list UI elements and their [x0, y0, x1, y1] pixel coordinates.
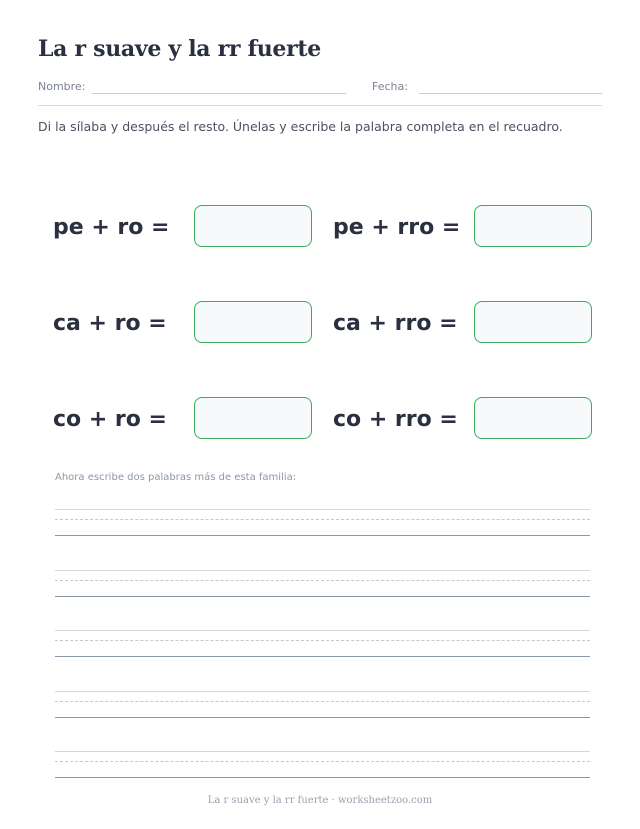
date-label: Fecha: — [372, 80, 408, 93]
header-divider — [38, 105, 602, 106]
answer-box-co-ro[interactable] — [194, 397, 312, 439]
instruction-text: Di la sílaba y después el resto. Únelas y escribe la palabra completa en el recuadro. — [38, 119, 563, 134]
writing-prompt: Ahora escribe dos palabras más de esta familia: — [55, 472, 297, 483]
equation-pe-rro: pe + rro = — [333, 215, 461, 240]
answer-box-pe-ro[interactable] — [194, 205, 312, 247]
answer-box-ca-rro[interactable] — [474, 301, 592, 343]
answer-box-pe-rro[interactable] — [474, 205, 592, 247]
equation-pe-ro: pe + ro = — [53, 215, 170, 240]
equation-ca-ro: ca + ro = — [53, 311, 167, 336]
answer-box-ca-ro[interactable] — [194, 301, 312, 343]
date-field-line[interactable] — [419, 93, 602, 94]
equation-co-ro: co + ro = — [53, 407, 167, 432]
answer-box-co-rro[interactable] — [474, 397, 592, 439]
name-label: Nombre: — [38, 80, 86, 93]
student-info-row — [38, 80, 602, 96]
page-title: La r suave y la rr fuerte — [38, 36, 321, 62]
equation-ca-rro: ca + rro = — [333, 311, 458, 336]
equation-co-rro: co + rro = — [333, 407, 458, 432]
page-footer: La r suave y la rr fuerte · worksheetzoo.com — [207, 795, 433, 806]
name-field-line[interactable] — [92, 93, 346, 94]
